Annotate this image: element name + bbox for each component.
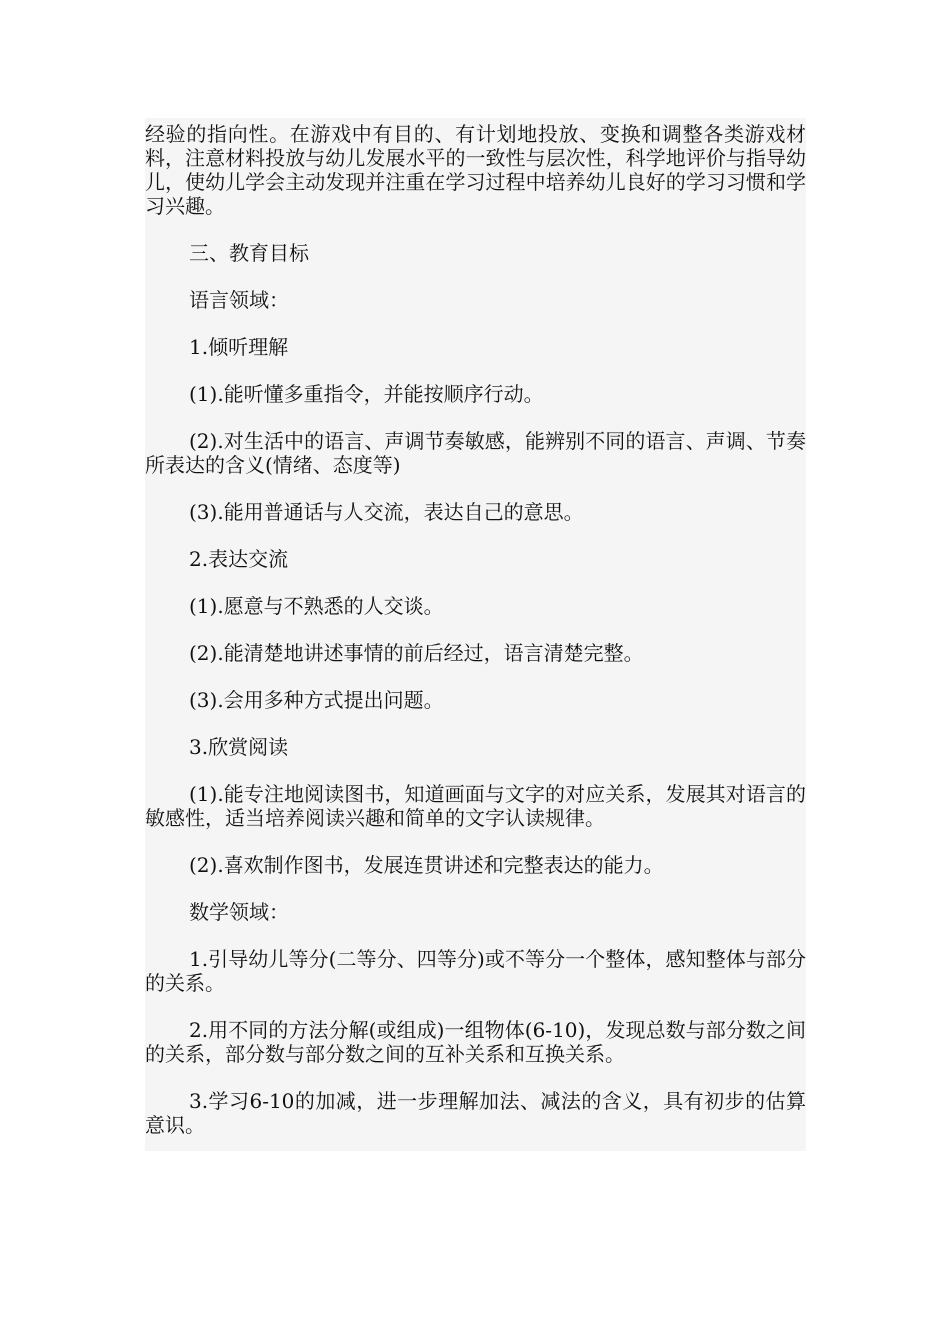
list-item: 1.引导幼儿等分(二等分、四等分)或不等分一个整体，感知整体与部分的关系。 — [145, 947, 806, 995]
list-item: (2).对生活中的语言、声调节奏敏感，能辨别不同的语言、声调、节奏所表达的含义(情绪、态度等) — [145, 429, 806, 477]
subheading-listening: 1.倾听理解 — [189, 335, 289, 359]
list-item: (2).能清楚地讲述事情的前后经过，语言清楚完整。 — [189, 641, 644, 665]
paragraph-intro-continuation: 经验的指向性。在游戏中有目的、有计划地投放、变换和调整各类游戏材料，注意材料投放与幼儿发展水平的一致性与层次性，科学地评价与指导幼儿，使幼儿学会主动发现并注重在学习过程中培养幼儿良好的学习习惯和学习兴趣。 — [145, 122, 806, 218]
list-item: (1).能专注地阅读图书，知道画面与文字的对应关系，发展其对语言的敏感性，适当培养阅读兴趣和简单的文字认读规律。 — [145, 782, 806, 830]
list-item: 3.学习6-10的加减，进一步理解加法、减法的含义，具有初步的估算意识。 — [145, 1089, 806, 1137]
section-heading-education-goals: 三、教育目标 — [189, 241, 309, 265]
list-item: (3).会用多种方式提出问题。 — [189, 688, 444, 712]
subheading-reading: 3.欣赏阅读 — [189, 735, 289, 759]
list-item: (1).能听懂多重指令，并能按顺序行动。 — [189, 382, 544, 406]
domain-heading-language: 语言领域： — [189, 288, 289, 312]
domain-heading-math: 数学领域： — [189, 900, 289, 924]
list-item: (3).能用普通话与人交流，表达自己的意思。 — [189, 500, 584, 524]
list-item: 2.用不同的方法分解(或组成)一组物体(6-10)，发现总数与部分数之间的关系，部分数与部分数之间的互补关系和互换关系。 — [145, 1018, 806, 1066]
subheading-expression: 2.表达交流 — [189, 547, 289, 571]
list-item: (1).愿意与不熟悉的人交谈。 — [189, 594, 444, 618]
document-body — [145, 118, 806, 1151]
list-item: (2).喜欢制作图书，发展连贯讲述和完整表达的能力。 — [189, 853, 664, 877]
